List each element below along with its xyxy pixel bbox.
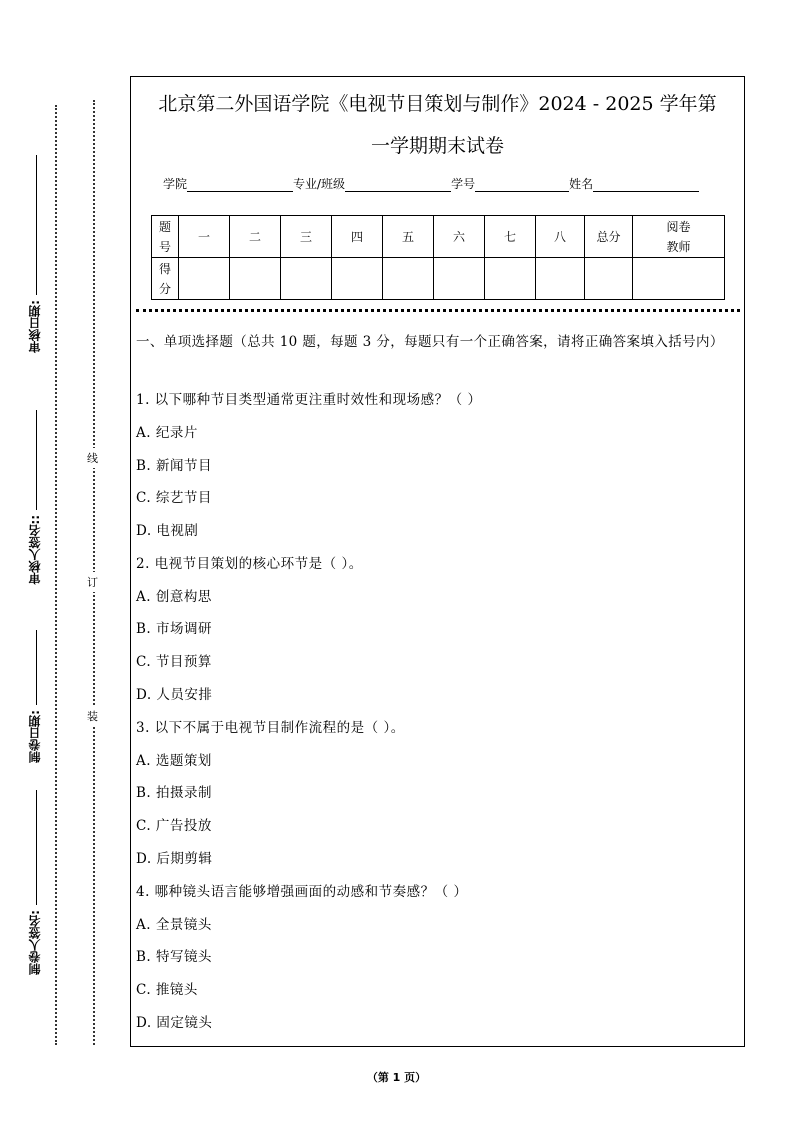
make-date-line	[36, 630, 37, 705]
score-cell[interactable]	[332, 258, 383, 300]
page-number: （第 1 页）	[366, 1071, 427, 1084]
score-cell[interactable]	[633, 258, 725, 300]
score-cell[interactable]	[585, 258, 633, 300]
score-header-cell: 总分	[585, 216, 633, 258]
score-header-cell: 三	[281, 216, 332, 258]
question-stem: 4. 哪种镜头语言能够增强画面的动感和节奏感？（ ）	[136, 884, 468, 900]
question-option: C. 广告投放	[136, 818, 212, 834]
reviewer-sign-line	[36, 410, 37, 510]
question-option: C. 节目预算	[136, 654, 212, 670]
score-header-cell: 七	[485, 216, 536, 258]
score-header-cell: 六	[434, 216, 485, 258]
review-date-label: 审核日期:	[28, 300, 42, 353]
outer-dotted-line	[55, 105, 57, 1045]
major-label: 专业/班级	[293, 177, 346, 191]
score-header-cell: 题 号	[152, 216, 179, 258]
question-option: B. 特写镜头	[136, 949, 213, 965]
question-stem: 3. 以下不属于电视节目制作流程的是（ ）。	[136, 720, 405, 736]
question-option: A. 选题策划	[136, 753, 212, 769]
student-id-label: 学号	[451, 177, 476, 191]
question-stem: 1. 以下哪种节目类型通常更注重时效性和现场感？（ ）	[136, 392, 482, 408]
student-id-blank[interactable]	[475, 177, 569, 192]
score-value-row	[152, 258, 725, 300]
score-cell[interactable]	[383, 258, 434, 300]
college-blank[interactable]	[187, 177, 293, 192]
binding-line-char: 线	[87, 448, 98, 468]
question-option: D. 电视剧	[136, 523, 199, 539]
score-cell[interactable]	[179, 258, 230, 300]
name-label: 姓名	[569, 177, 594, 191]
exam-title-line2: 一学期期末试卷	[370, 135, 504, 157]
binding-pack-char: 装	[87, 706, 98, 726]
review-date-line	[36, 155, 37, 295]
major-blank[interactable]	[345, 177, 451, 192]
section1-heading: 一、单项选择题（总共 10 题，每题 3 分，每题只有一个正确答案，请将正确答案填入括号内）	[136, 334, 724, 350]
maker-sign-label: 制卷人签名:	[28, 910, 42, 975]
score-table	[151, 215, 725, 300]
score-header-cell: 五	[383, 216, 434, 258]
score-cell[interactable]	[485, 258, 536, 300]
score-header-row	[152, 216, 725, 258]
score-header-cell: 四	[332, 216, 383, 258]
question-option: D. 固定镜头	[136, 1015, 213, 1031]
question-option: B. 市场调研	[136, 621, 213, 637]
college-label: 学院	[163, 177, 188, 191]
score-cell[interactable]	[281, 258, 332, 300]
score-header-cell: 一	[179, 216, 230, 258]
score-cell[interactable]	[536, 258, 585, 300]
question-stem: 2. 电视节目策划的核心环节是（ ）。	[136, 556, 363, 572]
question-option: B. 拍摄录制	[136, 785, 213, 801]
student-info-line	[163, 175, 699, 192]
score-header-cell: 八	[536, 216, 585, 258]
question-option: D. 后期剪辑	[136, 851, 213, 867]
make-date-label: 制卷日期:	[28, 710, 42, 763]
score-cell[interactable]	[230, 258, 281, 300]
score-header-cell: 阅卷 教师	[633, 216, 725, 258]
header-separator	[136, 309, 740, 312]
question-option: A. 纪录片	[136, 425, 198, 441]
exam-title-line1: 北京第二外国语学院《电视节目策划与制作》2024 - 2025 学年第	[158, 93, 717, 115]
question-option: D. 人员安排	[136, 687, 213, 703]
question-option: B. 新闻节目	[136, 458, 213, 474]
question-option: C. 综艺节目	[136, 490, 212, 506]
question-option: A. 创意构思	[136, 589, 212, 605]
question-option: C. 推镜头	[136, 982, 198, 998]
question-option: A. 全景镜头	[136, 917, 212, 933]
binding-order-char: 订	[87, 572, 98, 592]
name-blank[interactable]	[593, 177, 699, 192]
score-row-label: 得 分	[152, 258, 179, 300]
score-header-cell: 二	[230, 216, 281, 258]
score-cell[interactable]	[434, 258, 485, 300]
maker-sign-line	[36, 790, 37, 905]
reviewer-sign-label: 审核人签名::	[28, 515, 42, 585]
